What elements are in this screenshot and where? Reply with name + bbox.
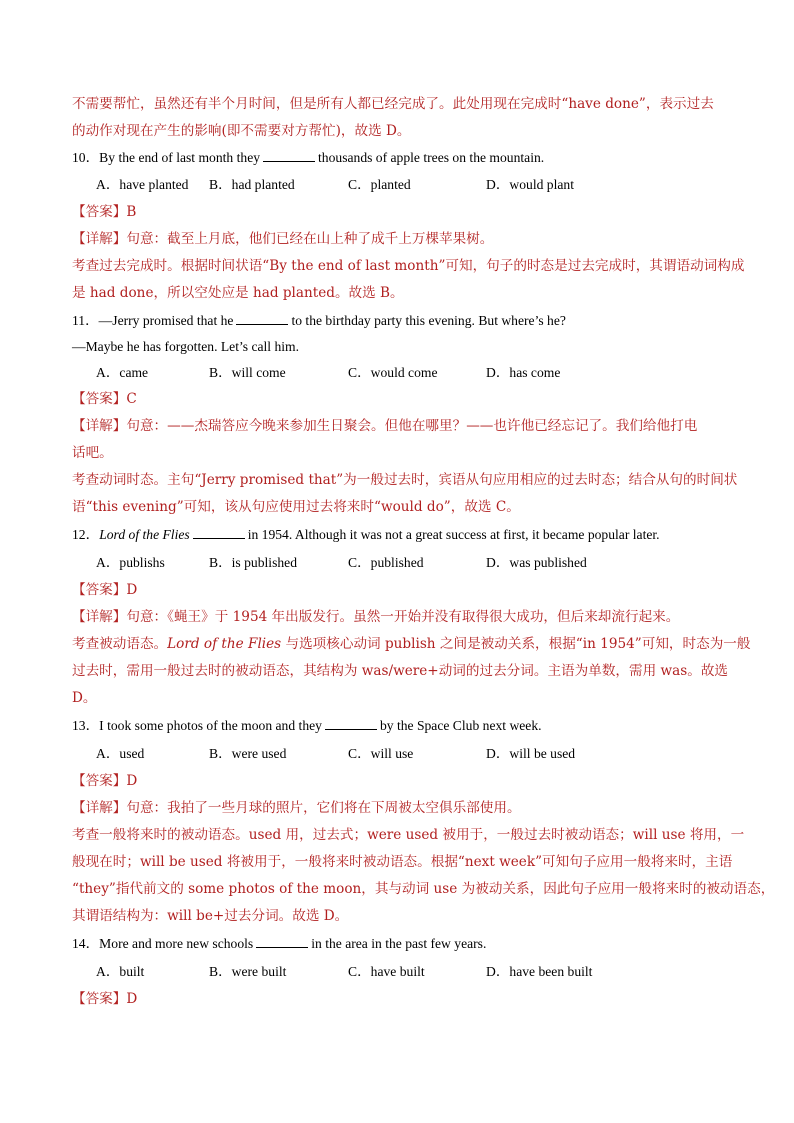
question-14-stem: 14．More and more new schools in the area in the past few years. [72, 936, 487, 951]
q14-answer: 【答案】D [72, 991, 138, 1007]
q12-option-b: B．is published [209, 555, 297, 570]
q12-answer: 【答案】D [72, 582, 138, 598]
q14-option-b: B．were built [209, 964, 287, 979]
intro-line-2: 的动作对现在产生的影响(即不需要对方帮忙)，故选 D。 [72, 123, 411, 139]
answer-blank [325, 717, 377, 730]
q12-detail-1: 【详解】句意：《蝇王》于 1954 年出版发行。虽然一开始并没有取得很大成功，但后来却流行起来。 [72, 609, 680, 625]
question-11-stem: 11．—Jerry promised that he to the birthday party this evening. But where’s he? [72, 313, 566, 328]
q11-option-d: D．has come [486, 365, 561, 380]
q10-option-b: B．had planted [209, 177, 295, 192]
question-10-stem: 10．By the end of last month they thousands of apple trees on the mountain. [72, 150, 545, 165]
q11-detail-3: 考查动词时态。主句“Jerry promised that”为一般过去时，宾语从句应用相应的过去时态；结合从句的时间状 [72, 472, 738, 488]
q11-detail-2: 话吧。 [72, 445, 113, 461]
book-title: Lord of the Flies [99, 527, 190, 542]
q13-detail-3: 般现在时；will be used 将被用于，一般将来时被动语态。根据“next week”可知句子应用一般将来时，主语 [72, 854, 733, 870]
q13-detail-5: 其谓语结构为：will be+过去分词。故选 D。 [72, 908, 349, 924]
q11-detail-4: 语“this evening”可知，该从句应使用过去将来时“would do”，故选 C。 [72, 499, 520, 515]
q14-option-d: D．have been built [486, 964, 593, 979]
answer-blank [263, 149, 315, 162]
q11-detail-1: 【详解】句意：——杰瑞答应今晚来参加生日聚会。但他在哪里？——也许他已经忘记了。我们给他打电 [72, 418, 698, 434]
answer-blank [256, 935, 308, 948]
q13-option-d: D．will be used [486, 746, 576, 761]
q13-detail-2: 考查一般将来时的被动语态。used 用，过去式；were used 被用于，一般过去时被动语态；will use 将用，一 [72, 827, 745, 843]
q10-detail-3: 是 had done，所以空处应是 had planted。故选 B。 [72, 285, 404, 301]
question-11-stem-2: —Maybe he has forgotten. Let’s call him. [72, 339, 300, 354]
q11-answer: 【答案】C [72, 391, 137, 407]
q11-option-a: A．came [96, 365, 149, 380]
q11-option-b: B．will come [209, 365, 286, 380]
q13-detail-4: “they”指代前文的 some photos of the moon，其与动词 use 为被动关系，因此句子应用一般将来时的被动语态， [72, 881, 775, 897]
q11-option-c: C．would come [348, 365, 438, 380]
q12-detail-2: 考查被动语态。Lord of the Flies 与选项核心动词 publish 之间是被动关系，根据“in 1954”可知，时态为一般 [72, 636, 751, 652]
q13-answer: 【答案】D [72, 773, 138, 789]
q10-option-c: C．planted [348, 177, 411, 192]
q12-option-a: A．publishs [96, 555, 165, 570]
q14-option-c: C．have built [348, 964, 425, 979]
q10-answer: 【答案】B [72, 204, 137, 220]
q10-option-a: A．have planted [96, 177, 189, 192]
q13-option-a: A．used [96, 746, 145, 761]
answer-blank [236, 312, 288, 325]
q12-detail-4: D。 [72, 690, 97, 706]
q12-detail-3: 过去时，需用一般过去时的被动语态，其结构为 was/were+动词的过去分词。主语为单数，需用 was。故选 [72, 663, 729, 679]
question-13-stem: 13．I took some photos of the moon and they by the Space Club next week. [72, 718, 542, 733]
q13-option-b: B．were used [209, 746, 287, 761]
q10-option-d: D．would plant [486, 177, 574, 192]
q12-option-d: D．was published [486, 555, 587, 570]
intro-line-1: 不需要帮忙，虽然还有半个月时间，但是所有人都已经完成了。此处用现在完成时“have done”，表示过去 [72, 96, 714, 112]
q13-option-c: C．will use [348, 746, 414, 761]
q12-option-c: C．published [348, 555, 424, 570]
book-title: Lord of the Flies [167, 636, 282, 652]
question-12-stem: 12．Lord of the Flies in 1954. Although it was not a great success at first, it became popular later. [72, 527, 660, 542]
q10-detail-2: 考查过去完成时。根据时间状语“By the end of last month”可知，句子的时态是过去完成时，其谓语动词构成 [72, 258, 745, 274]
q13-detail-1: 【详解】句意：我拍了一些月球的照片，它们将在下周被太空俱乐部使用。 [72, 800, 521, 816]
q14-option-a: A．built [96, 964, 145, 979]
answer-blank [193, 526, 245, 539]
q10-detail-1: 【详解】句意：截至上月底，他们已经在山上种了成千上万棵苹果树。 [72, 231, 494, 247]
